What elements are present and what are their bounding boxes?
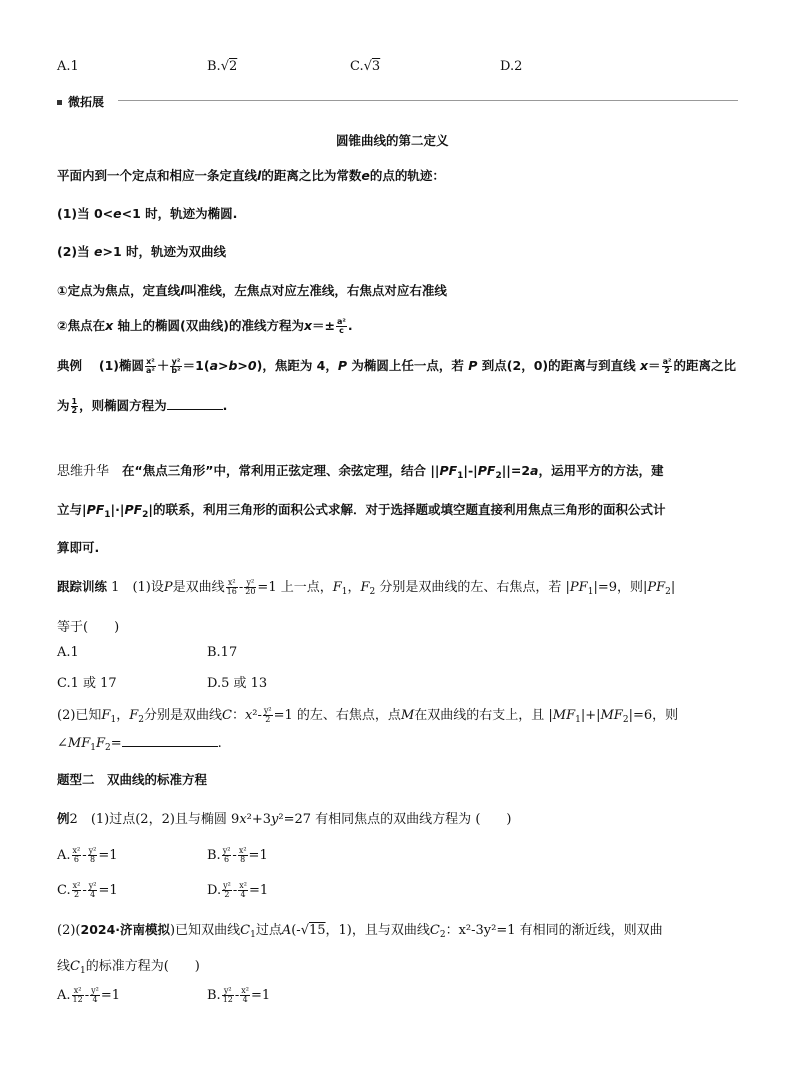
example-2-opt-d: D. $\frac{\text{y²}}{2}$ - $\frac{\text{x²}}{4}$ =1 (207, 881, 269, 899)
follow-opt-c: C.1 或 17 (57, 676, 117, 691)
expand-header: 微拓展 (57, 93, 104, 110)
follow-opt-d: D.5 或 13 (207, 676, 268, 691)
follow-opt-a: A.1 (57, 645, 79, 660)
topic-2-title: 题型二 双曲线的标准方程 (57, 772, 208, 787)
example-2-q2-line-2: 线$C_1$的标准方程为( ) (57, 959, 200, 976)
follow-opt-b: B.17 (207, 645, 238, 660)
option-b: B.√2 (207, 59, 238, 74)
example-line-1: 典例 (1)椭圆 $\frac{\text{x²}}{\text{a²}}$ ＋ $\frac{\text{y²}}{\text{b²}}$ ＝1(a>b>0)，焦距为 4，P 为椭圆上任一点，若 P 到点(2，0)的距离与到直线 x＝ $\frac{\text{a²}}{2}$ 的距离之比 (57, 357, 736, 375)
note-1: ①定点为焦点，定直线l叫准线，左焦点对应左准线，右焦点对应右准线 (57, 283, 447, 298)
example-2-opt-c: C. $\frac{\text{x²}}{2}$ - $\frac{\text{y²}}{4}$ =1 (57, 881, 118, 899)
follow-q1-line-1: 跟踪训练 1 (1)设P是双曲线 $\frac{\text{x²}}{16}$ - $\frac{\text{y²}}{20}$ =1 上一点，$F_1$，$F_2$ 分别是双曲线的左、右焦点，若 $|PF_1|=9$，则$|PF_2|$ (57, 578, 676, 597)
example-2-opt-b: B. $\frac{\text{y²}}{6}$ - $\frac{\text{x²}}{8}$ =1 (207, 846, 268, 864)
example-2-q2-opt-a: A. $\frac{\text{x²}}{12}$ - $\frac{\text{y²}}{4}$ =1 (57, 986, 121, 1004)
follow-q1-line-2: 等于( ) (57, 620, 120, 635)
option-c: C.√3 (350, 59, 381, 74)
answer-blank[interactable] (167, 409, 223, 410)
follow-q2-line-2: $\angle MF_1F_2=$ . (57, 736, 222, 753)
case-2: (2)当 e>1 时，轨迹为双曲线 (57, 244, 226, 259)
thinking-line-1: 思维升华 在“焦点三角形”中，常利用正弦定理、余弦定理，结合 $||PF_1|-|PF_2||=2a$，运用平方的方法，建 (57, 463, 664, 481)
example-2-opt-a: A. $\frac{\text{x²}}{6}$ - $\frac{\text{y²}}{8}$ =1 (57, 846, 118, 864)
example-line-2: 为 $\frac{1}{2}$ ，则椭圆方程为 . (57, 397, 228, 415)
bullet-square-icon (57, 100, 62, 105)
angle-answer-blank[interactable] (122, 746, 218, 747)
definition-text: 平面内到一个定点和相应一条定直线l的距离之比为常数e的点的轨迹： (57, 168, 445, 183)
thinking-line-3: 算即可. (57, 540, 100, 555)
note-2: ②焦点在x 轴上的椭圆(双曲线)的准线方程为x＝± $\frac{\text{a²}}{c}$ . (57, 317, 353, 335)
divider (118, 100, 738, 101)
example-2-q2-line-1: (2)(2024·济南模拟)已知双曲线$C_1$过点A(-√15，1)，且与双曲线$C_2$：x²-3y²=1 有相同的渐近线，则双曲 (57, 922, 663, 940)
case-1: (1)当 0<e<1 时，轨迹为椭圆. (57, 206, 238, 221)
option-a: A.1 (57, 59, 79, 74)
follow-q2-line-1: (2)已知$F_1$，$F_2$分别是双曲线C：x²- $\frac{\text{y²}}{2}$ =1 的左、右焦点，点M在双曲线的右支上，且 $|MF_1|+|MF_2|=6$，则 (57, 706, 679, 725)
option-d: D.2 (500, 59, 523, 74)
thinking-line-2: 立与$|PF_1|\cdot|PF_2|$的联系，利用三角形的面积公式求解．对于选择题或填空题直接利用焦点三角形的面积公式计 (57, 502, 666, 520)
example-2-q2-opt-b: B. $\frac{\text{y²}}{12}$ - $\frac{\text{x²}}{4}$ =1 (207, 986, 271, 1004)
example-2-line-1: 例2 (1)过点(2，2)且与椭圆 9x²+3y²=27 有相同焦点的双曲线方程为 ( ) (57, 811, 512, 827)
section-title: 圆锥曲线的第二定义 (336, 133, 449, 148)
